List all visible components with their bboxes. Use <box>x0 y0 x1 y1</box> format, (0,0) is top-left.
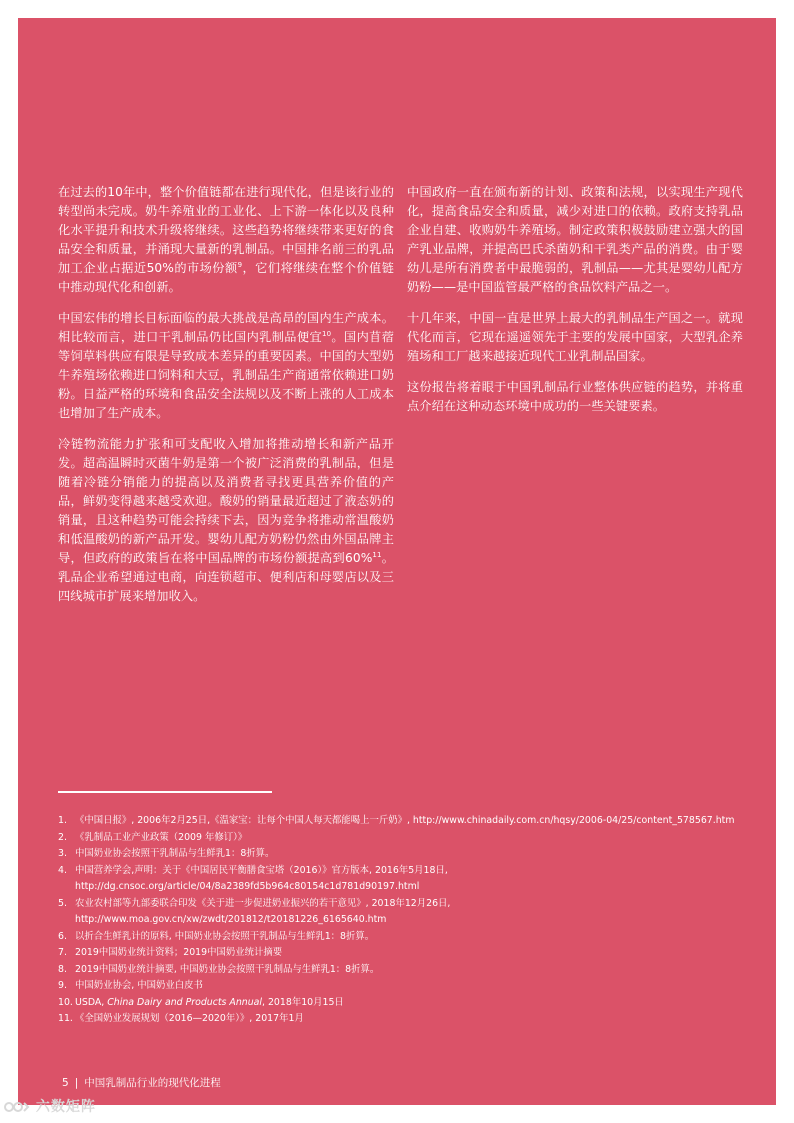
page-footer <box>62 1075 221 1090</box>
right-paragraph-1: 中国政府一直在颁布新的计划、政策和法规，以实现生产现代化，提高食品安全和质量，减少对进口的依赖。政府支持乳品企业自建、收购奶牛养殖场。制定政策积极鼓励建立强大的国产乳业品牌，并提高巴氏杀菌奶和干乳类产品的消费。由于婴幼儿是所有消费者中最脆弱的，乳制品——尤其是婴幼儿配方奶粉——是中国监管最严格的食品饮料产品之一。 <box>407 185 743 294</box>
right-paragraph-3: 这份报告将着眼于中国乳制品行业整体供应链的趋势，并将重点介绍在这种动态环境中成功的一些关键要素。 <box>407 380 743 413</box>
left-paragraph-3: 冷链物流能力扩张和可支配收入增加将推动增长和新产品开发。超高温瞬时灭菌牛奶是第一个被广泛消费的乳制品，但是随着冷链分销能力的提高以及消费者寻找更具营养价值的产品，鲜奶变得越来越受欢迎。酸奶的销量最近超过了液态奶的销量，且这种趋势可能会持续下去，因为竞争将推动常温酸奶和低温酸奶的新产品开发。婴幼儿配方奶粉仍然由外国品牌主导，但政府的政策旨在将中国品牌的市场份额提高到60%$^{11}$。乳品企业希望通过电商，向连锁超市、便利店和母婴店以及三四线城市扩展来增加收入。 <box>58 437 394 603</box>
footnote-item: 1. 《中国日报》, 2006年2月25日,《温家宝：让每个中国人每天都能喝上一斤奶》, http://www.chinadaily.com.cn/hqsy/2006-04/25/content_578567.htm <box>58 815 735 826</box>
footnote-item: 8. 2019中国奶业统计摘要, 中国奶业协会按照干乳制品与生鲜乳1：8折算。 <box>58 963 380 975</box>
footnote-item: 4. 中国营养学会,声明：关于《中国居民平衡膳食宝塔（2016）》官方版本, 2016年5月18日, http://dg.cnsoc.org/article/04/8a2389fd5b964c80154c1d781d90197.html <box>58 864 448 892</box>
left-paragraph-1: 在过去的10年中，整个价值链都在进行现代化，但是该行业的转型尚未完成。奶牛养殖业的工业化、上下游一体化以及良种化水平提升和技术升级将继续。这些趋势将继续带来更好的食品安全和质量，并涌现大量新的乳制品。中国排名前三的乳品加工企业占据近50%的市场份额$^9$，它们将继续在整个价值链中推动现代化和创新。 <box>58 185 394 294</box>
footnote-item: 2. 《乳制品工业产业政策（2009 年修订）》 <box>58 831 248 843</box>
footnote-item: 5. 农业农村部等九部委联合印发《关于进一步促进奶业振兴的若干意见》, 2018年12月26日, http://www.moa.gov.cn/xw/zwdt/201812/t20181226_6165640.htm <box>58 897 451 925</box>
left-column <box>58 183 394 618</box>
watermark-logo-icon <box>4 1100 30 1114</box>
footnote-item: 3. 中国奶业协会按照干乳制品与生鲜乳1：8折算。 <box>58 848 275 859</box>
page-number: 5 <box>62 1077 69 1089</box>
right-column <box>407 183 743 428</box>
footnote-ref-10[interactable]: 10 <box>322 329 332 338</box>
footer-separator: | <box>74 1077 79 1089</box>
footnote-ref-11[interactable]: 11 <box>372 550 382 559</box>
watermark <box>4 1096 96 1116</box>
footer-title: 中国乳制品行业的现代化进程 <box>84 1077 221 1089</box>
footnote-ref-9[interactable]: 9 <box>237 260 243 269</box>
footnote-item: 11. 《全国奶业发展规划（2016—2020年）》, 2017年1月 <box>58 1013 304 1024</box>
footnotes-list <box>58 813 738 1028</box>
footnote-item: 7. 2019中国奶业统计资料；2019中国奶业统计摘要 <box>58 947 283 958</box>
footnote-divider <box>58 791 272 793</box>
watermark-text: 六数矩阵 <box>35 1099 96 1115</box>
footnote-item: 6. 以折合生鲜乳计的原料, 中国奶业协会按照干乳制品与生鲜乳1：8折算。 <box>58 930 375 942</box>
footnote-item: 10. USDA, China Dairy and Products Annual, 2018年10月15日 <box>58 996 344 1008</box>
footnote-item: 9. 中国奶业协会, 中国奶业白皮书 <box>58 980 203 991</box>
right-paragraph-2: 十几年来，中国一直是世界上最大的乳制品生产国之一。就现代化而言，它现在遥遥领先于主要的发展中国家，大型乳企养殖场和工厂越来越接近现代工业乳制品国家。 <box>407 311 743 363</box>
left-paragraph-2: 中国宏伟的增长目标面临的最大挑战是高昂的国内生产成本。相比较而言，进口干乳制品仍比国内乳制品便宜$^{10}$。国内苜蓿等饲草料供应有限是导致成本差异的重要因素。中国的大型奶牛养殖场依赖进口饲料和大豆，乳制品生产商通常依赖进口奶粉。日益严格的环境和食品安全法规以及不断上涨的人工成本也增加了生产成本。 <box>58 311 395 420</box>
